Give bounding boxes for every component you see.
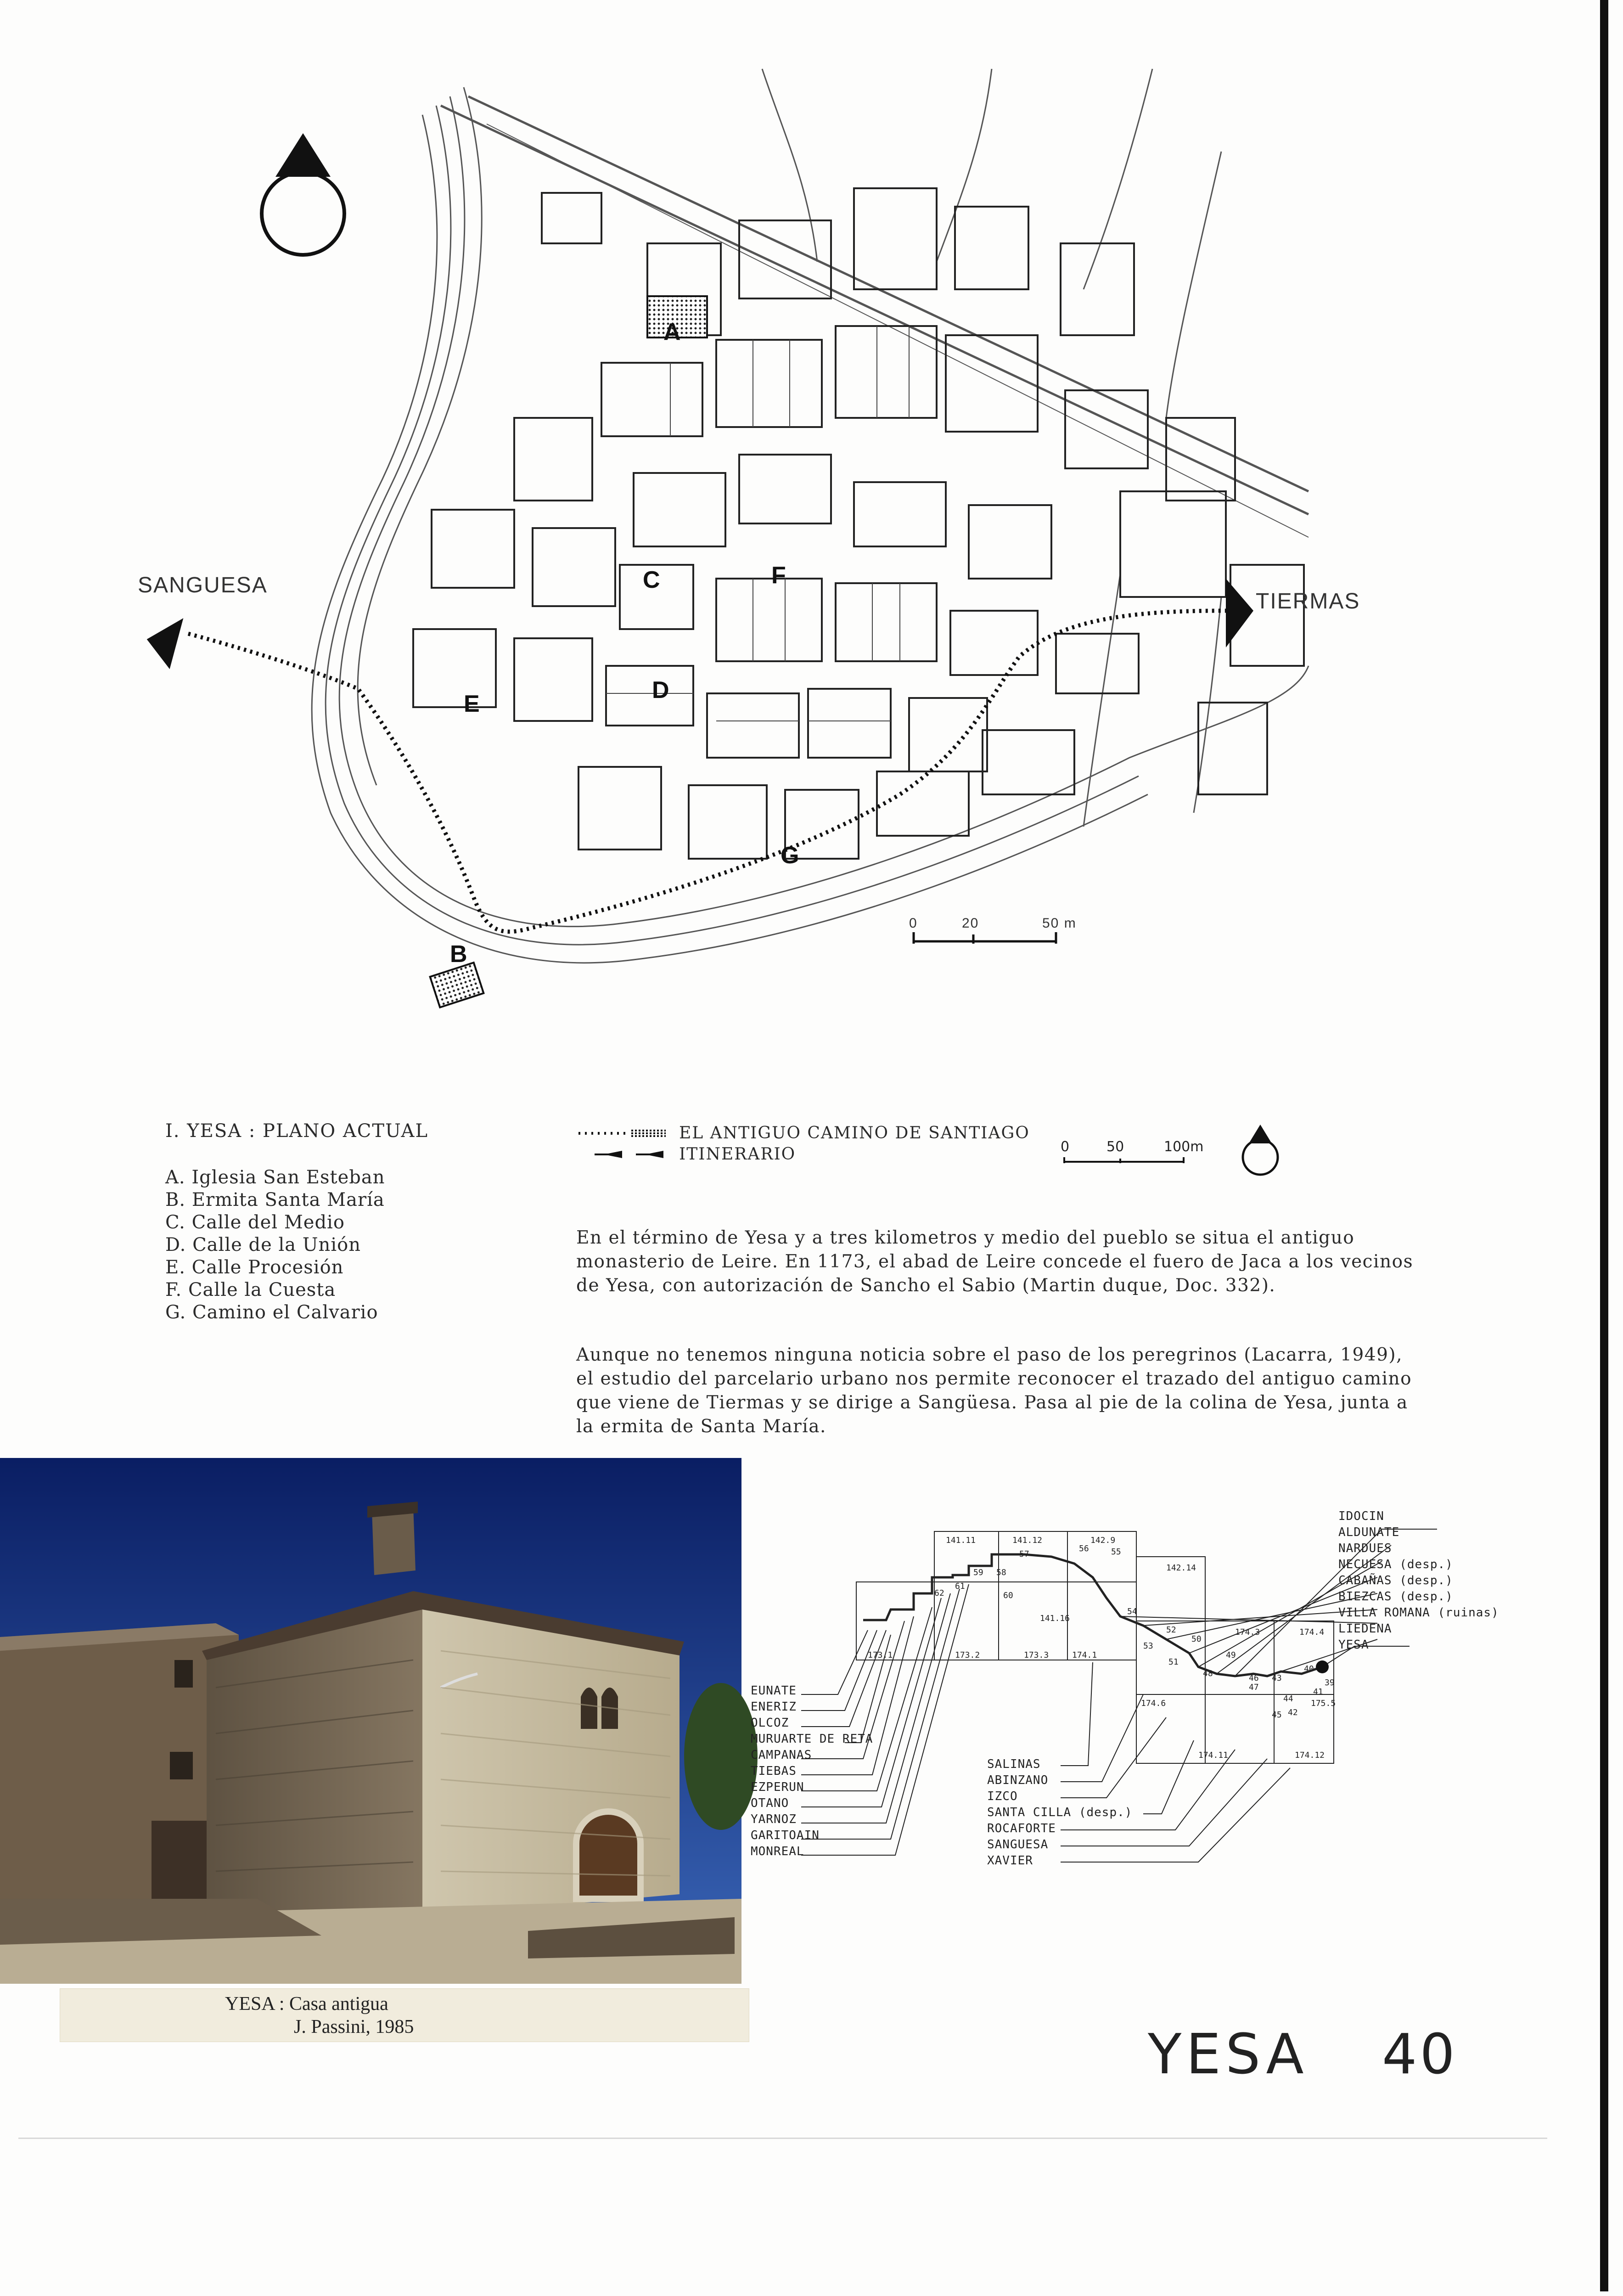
svg-text:ABINZANO: ABINZANO (987, 1773, 1049, 1787)
svg-text:100m: 100m (1164, 1139, 1204, 1155)
svg-text:EZPERUN: EZPERUN (751, 1780, 804, 1794)
map-label-sanguesa: SANGUESA (138, 573, 268, 597)
svg-text:142.14: 142.14 (1166, 1563, 1196, 1573)
map-letter-f: F (771, 562, 786, 589)
svg-text:174.11: 174.11 (1198, 1750, 1229, 1760)
town-map (119, 69, 1360, 1010)
svg-text:20: 20 (962, 916, 979, 931)
route-legend (576, 1123, 1030, 1165)
svg-text:142.9: 142.9 (1090, 1536, 1116, 1545)
legend-item: G. Camino el Calvario (165, 1302, 378, 1323)
svg-text:YESA: YESA (1338, 1638, 1369, 1652)
legend-item: C. Calle del Medio (165, 1212, 345, 1233)
legend-item: F. Calle la Cuesta (165, 1279, 336, 1300)
svg-text:174.3: 174.3 (1235, 1627, 1260, 1637)
svg-text:173.1: 173.1 (868, 1650, 893, 1660)
svg-text:CAMPANAS: CAMPANAS (751, 1748, 812, 1762)
svg-text:ROCAFORTE: ROCAFORTE (987, 1822, 1056, 1835)
svg-text:175.5: 175.5 (1311, 1699, 1336, 1708)
route-legend-itinerario: ITINERARIO (679, 1145, 796, 1164)
svg-text:43: 43 (1272, 1673, 1282, 1683)
svg-text:0: 0 (909, 916, 918, 931)
svg-text:0: 0 (1061, 1139, 1070, 1155)
svg-text:141.16: 141.16 (1040, 1614, 1070, 1623)
svg-text:OTANO: OTANO (751, 1796, 789, 1810)
svg-text:174.6: 174.6 (1141, 1699, 1166, 1708)
map-letter-b: B (450, 941, 467, 968)
svg-text:174.12: 174.12 (1295, 1750, 1325, 1760)
map-scale-bar (909, 916, 1077, 944)
svg-text:MONREAL: MONREAL (751, 1845, 804, 1858)
svg-text:55: 55 (1111, 1547, 1121, 1557)
svg-text:XAVIER: XAVIER (987, 1854, 1033, 1868)
svg-text:NECUESA (desp.): NECUESA (desp.) (1338, 1558, 1453, 1571)
svg-text:NARDUES: NARDUES (1338, 1542, 1392, 1555)
page-number: 40 (1382, 2023, 1458, 2087)
svg-text:SALINAS: SALINAS (987, 1757, 1041, 1771)
svg-text:141.12: 141.12 (1012, 1536, 1043, 1545)
svg-text:41: 41 (1313, 1687, 1323, 1697)
legend-item: A. Iglesia San Esteban (165, 1167, 385, 1188)
route-scale-bar (1061, 1137, 1217, 1173)
svg-text:GARITOAIN: GARITOAIN (751, 1829, 820, 1842)
svg-text:45: 45 (1272, 1710, 1282, 1720)
legend-item: E. Calle Procesión (165, 1257, 344, 1278)
svg-text:174.4: 174.4 (1299, 1627, 1325, 1637)
svg-text:62: 62 (934, 1588, 944, 1598)
map-letter-a: A (663, 319, 681, 345)
svg-text:141.11: 141.11 (946, 1536, 976, 1545)
legend-item: D. Calle de la Unión (165, 1234, 361, 1255)
map-label-tiermas: TIERMAS (1256, 589, 1360, 613)
photo-caption-title: YESA : Casa antigua (225, 1993, 388, 2015)
svg-text:61: 61 (955, 1581, 965, 1591)
page-title: YESA (1148, 2023, 1309, 2087)
map-letter-d: D (652, 677, 669, 703)
svg-text:LIEDENA: LIEDENA (1338, 1622, 1392, 1636)
svg-text:51: 51 (1168, 1657, 1179, 1667)
svg-text:54: 54 (1127, 1607, 1137, 1616)
svg-text:48: 48 (1203, 1669, 1213, 1678)
svg-text:39: 39 (1325, 1678, 1335, 1688)
svg-text:173.3: 173.3 (1024, 1650, 1049, 1660)
photo-caption-credit: J. Passini, 1985 (294, 2016, 414, 2037)
paragraph-leire: En el término de Yesa y a tres kilometros y medio del pueblo se situa el antiguo monasterio de Leire. En 1173, el abad de Leire concede el fuero de Jaca a los vecinos de Yesa, con autorización de Sancho el Sabio (Martin duque, Doc. 332). (576, 1227, 1414, 1296)
svg-text:YARNOZ: YARNOZ (751, 1812, 797, 1826)
svg-text:58: 58 (996, 1568, 1006, 1577)
svg-text:50: 50 (1191, 1634, 1202, 1644)
dotted-route-icon (576, 1124, 668, 1142)
svg-text:EUNATE: EUNATE (751, 1684, 797, 1698)
paragraph-camino: Aunque no tenemos ninguna noticia sobre el paso de los peregrinos (Lacarra, 1949), el estudio del parcelario urbano nos permite reconocer el trazado del antiguo camino que viene de Tiermas y se dirige a Sangüesa. Pasa al pie de la colina de Yesa, junta a la ermita de Santa María. (576, 1345, 1412, 1437)
svg-text:ALDUNATE: ALDUNATE (1338, 1525, 1400, 1539)
svg-text:53: 53 (1143, 1641, 1153, 1651)
svg-text:IZCO: IZCO (987, 1790, 1018, 1803)
svg-text:TIEBAS: TIEBAS (751, 1764, 797, 1778)
svg-text:57: 57 (1019, 1549, 1029, 1559)
svg-text:SANGUESA: SANGUESA (987, 1838, 1049, 1851)
svg-text:49: 49 (1226, 1650, 1236, 1660)
svg-text:SANTA CILLA (desp.): SANTA CILLA (desp.) (987, 1806, 1133, 1819)
svg-text:40: 40 (1304, 1664, 1314, 1674)
svg-text:174.1: 174.1 (1072, 1650, 1097, 1660)
svg-text:CABAÑAS (desp.): CABAÑAS (desp.) (1338, 1574, 1453, 1587)
route-legend-camino: EL ANTIGUO CAMINO DE SANTIAGO (679, 1124, 1030, 1142)
map-letter-c: C (643, 567, 660, 593)
svg-text:52: 52 (1166, 1625, 1176, 1635)
page-bottom-rule (18, 2138, 1547, 2139)
svg-text:VILLA ROMANA (ruinas): VILLA ROMANA (ruinas) (1338, 1606, 1499, 1620)
svg-text:50 m: 50 m (1042, 916, 1077, 931)
svg-text:44: 44 (1283, 1694, 1293, 1704)
map-letter-e: E (464, 691, 480, 717)
svg-text:ENERIZ: ENERIZ (751, 1700, 797, 1714)
page-edge-rule (1600, 0, 1608, 2291)
svg-text:56: 56 (1079, 1544, 1089, 1553)
svg-text:42: 42 (1288, 1708, 1298, 1717)
svg-text:OLCOZ: OLCOZ (751, 1716, 789, 1730)
svg-text:173.2: 173.2 (955, 1650, 980, 1660)
svg-text:59: 59 (973, 1568, 983, 1577)
route-sheet-diagram (739, 1502, 1520, 1869)
svg-text:46: 46 (1249, 1673, 1259, 1683)
itinerary-arrow-icon (576, 1145, 668, 1164)
legend-item: B. Ermita Santa María (165, 1189, 385, 1210)
north-arrow-small-icon (1235, 1123, 1286, 1178)
svg-text:BIEZCAS (desp.): BIEZCAS (desp.) (1338, 1590, 1453, 1604)
svg-text:MURUARTE DE RETA: MURUARTE DE RETA (751, 1732, 873, 1746)
legend-title: I. YESA : PLANO ACTUAL (165, 1120, 429, 1142)
svg-text:IDOCIN: IDOCIN (1338, 1509, 1384, 1523)
svg-text:60: 60 (1003, 1591, 1013, 1600)
svg-text:50: 50 (1106, 1139, 1124, 1155)
svg-text:47: 47 (1249, 1683, 1259, 1692)
legend-list (165, 1166, 385, 1324)
map-letter-g: G (781, 842, 799, 869)
house-photo (0, 1458, 741, 1984)
